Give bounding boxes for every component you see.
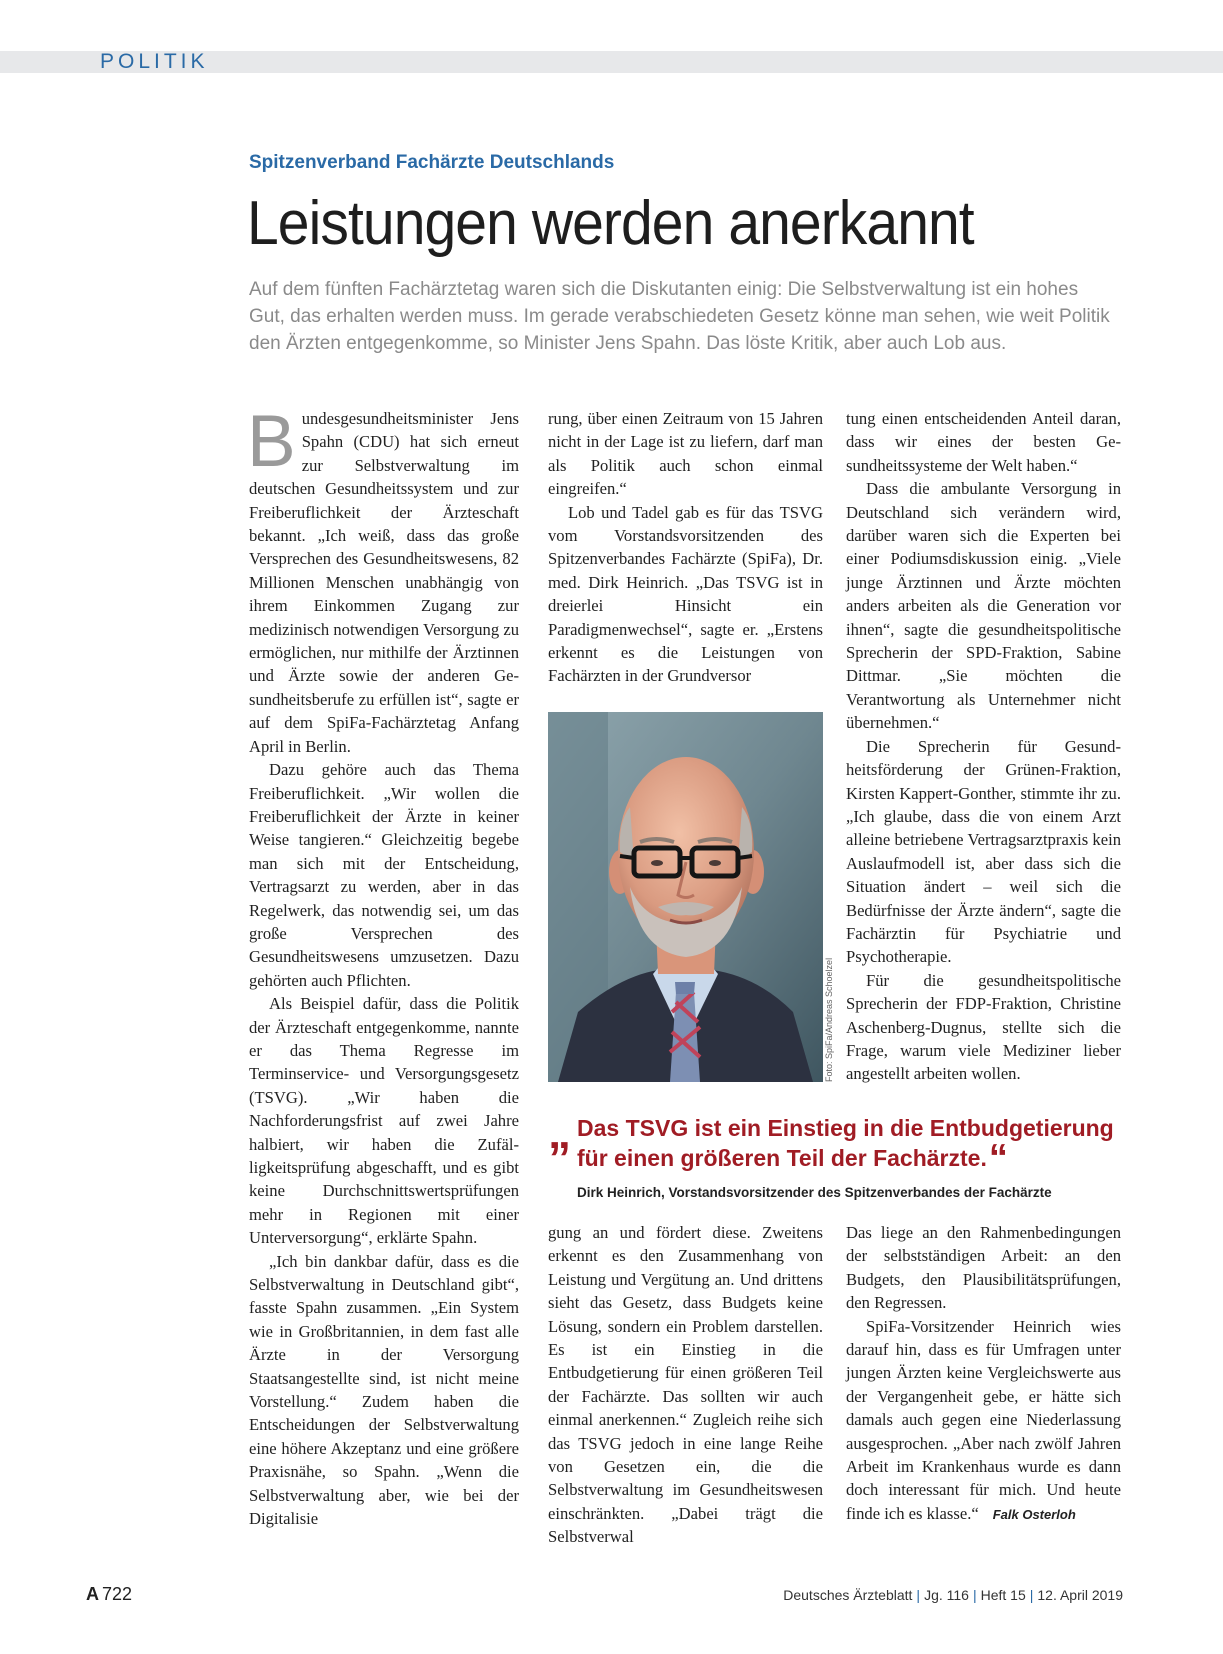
paragraph: Lob und Tadel gab es für das TSVG vom Vorstandsvorsitzenden des Spitzenverbandes Fachärzte (SpiFa), Dr. med. Dirk Heinrich. „Das TSVG ist in dreierlei Hinsicht ein Paradigmenwechsel“, sagte er. „Erstens erkennt es die Leistungen von Fachärzten in der Grundversor (548, 502, 823, 686)
column-3-top (846, 407, 1121, 1086)
article-headline: Leistungen werden anerkannt (247, 189, 974, 258)
pull-quote-text: Das TSVG ist ein Einstieg in die Entbudgetierung für einen größeren Teil der Fachärzte. (577, 1115, 1114, 1171)
journal-name: Deutsches Ärzteblatt (783, 1587, 913, 1603)
quote-close-mark: “ (988, 1137, 1008, 1179)
paragraph: Als Beispiel dafür, dass die Politik der Ärzteschaft entgegenkomme, nannte er das Thema Regresse im Terminservice- und Versorgungsgesetz (TSVG). „Wir haben die Nachforderungsfrist auf zwei Jahre halbiert, wir haben die Zufälligkeitsprüfung abgeschafft, und es gibt keine Durchschnittswertsprüfungen mehr in Regionen mit einer Unterversorgung“, erklärte Spahn. (249, 994, 519, 1248)
quote-open-mark: „ (548, 1106, 571, 1158)
drop-cap: B (247, 401, 296, 482)
column-1 (247, 401, 519, 1531)
paragraph: Bundesgesundheitsminister Jens Spahn (CDU) hat sich erneut zur Selbstverwaltung im deutschen Gesundheitssystem und zur Freiberuflichkeit der Ärzteschaft bekannt. „Ich weiß, dass das große Versprechen des Gesundheitswesens, 82 Millionen Menschen unabhängig von ihrem Einkommen Zugang zur medizinisch notwendigen Versorgung zu ermöglichen, nur mithilfe der Ärztinnen und Ärzte sowie der anderen Gesundheitsberufe zu erfüllen ist“, sagte er auf dem SpiFa-Fachärztetag Anfang April in Berlin. (247, 401, 519, 756)
portrait-photo (548, 712, 823, 1082)
article-lead: Auf dem fünften Fachärztetag waren sich die Diskutanten einig: Die Selbstverwaltung ist ein hohes Gut, das erhalten werden muss. Im gerade verabschiedeten Gesetz könne man sehen, wie weit Politik den Ärzten entgegenkomme, so Minister Jens Spahn. Das löste Kritik, aber auch Lob aus. (249, 279, 1110, 354)
article-kicker: Spitzenverband Fachärzte Deutschlands (249, 152, 615, 173)
section-label: POLITIK (100, 50, 209, 73)
paragraph: Dass die ambulante Versorgung in Deutschland sich verändern wird, darüber waren sich die Experten bei einer Podiumsdiskussion einig. „Viele junge Ärztinnen und Ärzte möchten anders arbeiten als die Generation vor ihnen“, sagte die gesundheitspolitische Sprecherin der SPD-Fraktion, Sabine Dittmar. „Sie möchten die Verantwortung als Unternehmer nicht übernehmen.“ (846, 479, 1121, 733)
paragraph: tung einen entscheidenden Anteil daran, dass wir eines der besten Gesundheitssysteme der Welt haben.“ (846, 409, 1121, 475)
journal-issue: Heft 15 (980, 1587, 1026, 1603)
pull-quote-source: Dirk Heinrich, Vorstandsvorsitzender des Spitzenverbandes der Fachärzte (577, 1185, 1052, 1200)
paragraph: Die Sprecherin für Gesundheitsförderung der Grünen-Fraktion, Kirsten Kappert-Gonther, stimmte ihr zu. „Ich glaube, dass die von einem Arzt alleine betriebene Vertragsarztpraxis kein Auslaufmodell ist, aber dass sich die Situation ändert – weil sich die Bedürfnisse der Ärzte ändern“, sagte die Fachärztin für Psychiatrie und Psychotherapie. (846, 736, 1121, 967)
paragraph: Dazu gehöre auch das Thema Freiberuflichkeit. „Wir wollen die Freiberuflichkeit der Ärzte in keiner Weise tangieren.“ Gleichzeitig begebe man sich mit der Entscheidung, Vertragsarzt zu werden, aber in das Regelwerk, das notwendig sei, um das große Versprechen des Gesundheitswesens umzusetzen. Dazu gehörten auch Pflichten. (249, 760, 519, 990)
paragraph: „Ich bin dankbar dafür, dass es die Selbstverwaltung in Deutschland gibt“, fasste Spahn zusammen. „Ein System wie in Großbritannien, in dem fast alle Ärzte in der Versorgung Staatsangestellte sind, ist nicht meine Vorstellung.“ Zudem haben die Entscheidungen der Selbstverwaltung eine höhere Akzeptanz und eine größere Praxisnähe, so Spahn. „Wenn die Selbstverwaltung aber, wie bei der Digitalisie (249, 1251, 519, 1529)
column-2-bottom (548, 1221, 823, 1549)
journal-date: 12. April 2019 (1037, 1587, 1123, 1603)
paragraph: gung an und fördert diese. Zweitens erkennt es den Zusammenhang von Leistung und Vergütung an. Und drittens sieht das Gesetz, dass Budgets keine Lösung, sondern ein Problem darstellen. Es ist ein Einstieg in die Entbudgetierung für einen größeren Teil der Fachärzte. Das sollten wir auch einmal anerkennen.“ Zugleich reihe sich das TSVG jedoch in eine lange Reihe von Gesetzen ein, die die Selbstverwaltung im Gesundheitswesen einschränkten. „Dabei trägt die Selbstverwal (548, 1223, 823, 1547)
photo-credit: Foto: SpiFa/Andreas Schoelzel (824, 957, 834, 1082)
pull-quote (577, 1113, 1137, 1179)
journal-volume: Jg. 116 (924, 1587, 969, 1603)
paragraph: SpiFa-Vorsitzender Heinrich wies darauf hin, dass es für Umfragen unter jungen Ärzten keine Vergleichswerte aus der Vergangenheit gebe, er hätte sich damals auch gegen eine Niederlassung ausgesprochen. „Aber nach zwölf Jahren Arbeit im Krankenhaus wurde es dann doch interessant für mich. Und heute finde ich es klasse.“ Falk Osterloh (846, 1316, 1121, 1523)
page-number: A 722 (86, 1584, 133, 1604)
journal-footer: Deutsches Ärzteblatt | Jg. 116 | Heft 15 | 12. April 2019 (783, 1587, 1123, 1603)
paragraph: Für die gesundheitspolitische Sprecherin der FDP-Fraktion, Christine Aschenberg-Dugnus, stellte sich die Frage, warum viele Mediziner lieber angestellt arbeiten wollen. (846, 970, 1121, 1084)
paragraph: rung, über einen Zeitraum von 15 Jahren nicht in der Lage ist zu liefern, darf man als Politik auch schon einmal eingreifen.“ (548, 409, 823, 499)
author-byline: Falk Osterloh (992, 1506, 1076, 1522)
paragraph: Das liege an den Rahmenbedingungen der selbstständigen Arbeit: an den Budgets, den Plausibilitätsprüfungen, den Regressen. (846, 1223, 1121, 1313)
column-2-top (548, 407, 823, 688)
column-3-bottom (846, 1221, 1121, 1526)
